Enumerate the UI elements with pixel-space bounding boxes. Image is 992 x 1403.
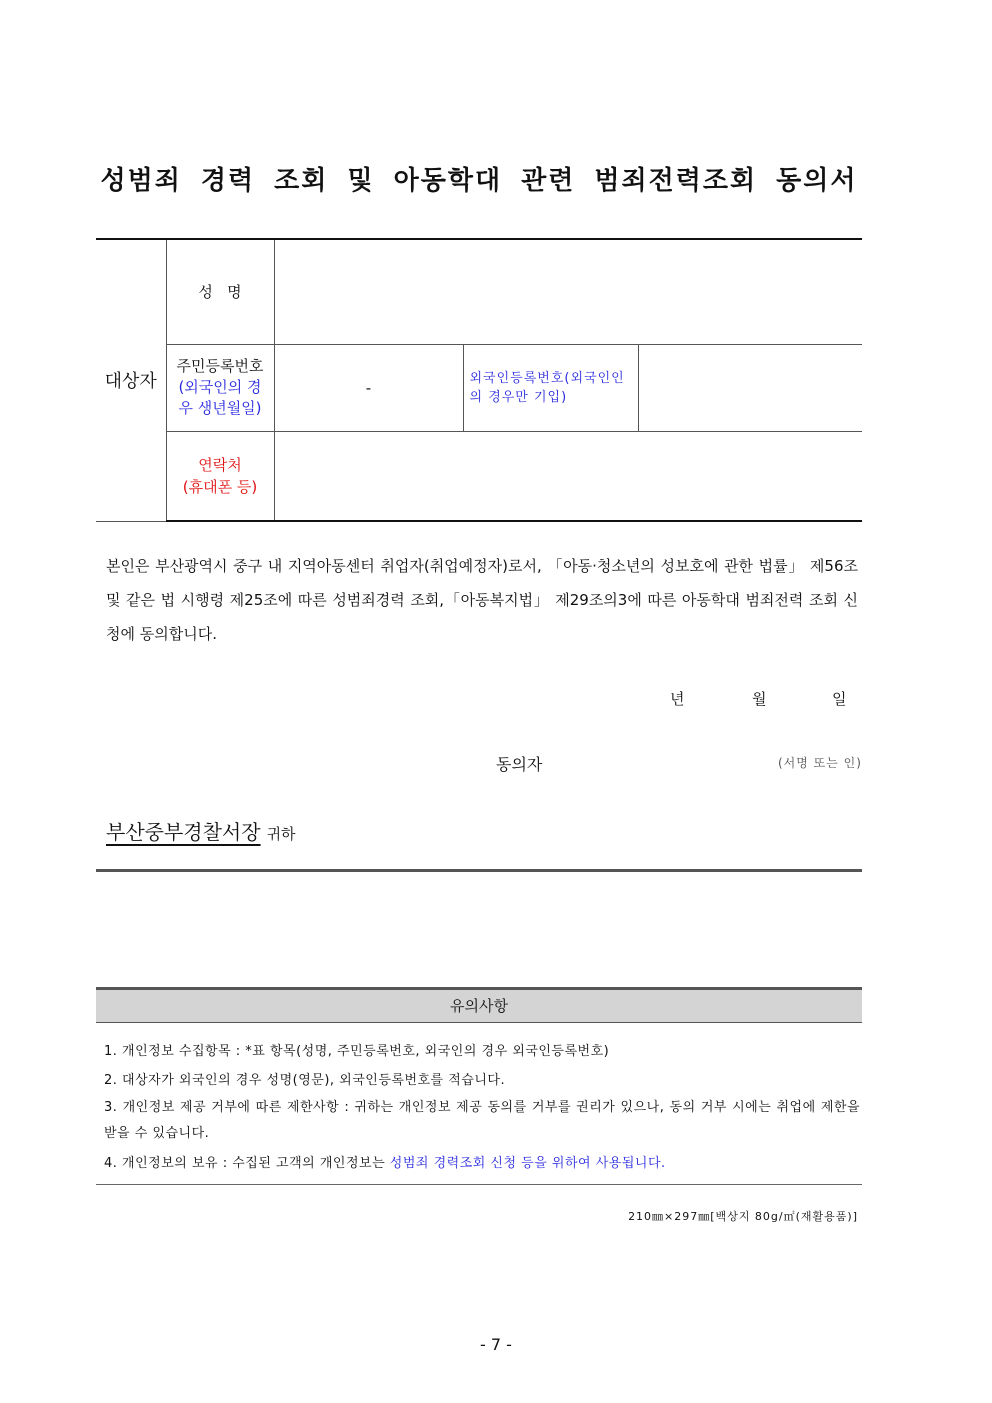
footer-divider <box>96 1184 862 1185</box>
subject-info-table <box>96 238 862 522</box>
contact-label-note: (휴대폰 등) <box>182 477 258 496</box>
rrn-label-text: 주민등록번호 <box>176 357 264 375</box>
recipient-honorific: 귀하 <box>266 825 296 843</box>
foreign-id-field[interactable] <box>638 344 862 431</box>
notice-item: 1. 개인정보 수집항목 : *표 항목(성명, 주민등록번호, 외국인의 경우 외국인등록번호) <box>104 1044 610 1059</box>
consent-statement: 본인은 부산광역시 중구 내 지역아동센터 취업자(취업예정자)로서, 「아동·청소년의 성보호에 관한 법률」 제56조 및 같은 법 시행령 제25조에 따른 성범죄경력 조회,「아동복지법」 제29조의3에 따른 아동학대 범죄전력 조회 신청에 동의합니다. <box>106 557 858 643</box>
consenter-label: 동의자 <box>496 755 543 774</box>
notice-item: 3. 개인정보 제공 거부에 따른 제한사항 : 귀하는 개인정보 제공 동의를 거부를 권리가 있으나, 동의 거부 시에는 취업에 제한을 받을 수 있습니다. <box>104 1100 860 1141</box>
section-divider <box>96 869 862 872</box>
rrn-field[interactable] <box>274 344 463 431</box>
contact-label-text: 연락처 <box>198 455 242 474</box>
date-day: 일 <box>832 690 847 708</box>
notice-item <box>104 1149 860 1178</box>
subject-label: 대상자 <box>96 239 166 521</box>
notice-item-4-highlight: 성범죄 경력조회 신청 등을 위하여 사용됩니다. <box>389 1156 666 1171</box>
paper-spec: 210㎜×297㎜[백상지 80g/㎡(재활용품)] <box>628 1210 858 1223</box>
notice-list <box>104 1037 860 1178</box>
contact-label <box>166 431 274 521</box>
recipient <box>106 816 296 845</box>
document-title: 성범죄 경력 조회 및 아동학대 관련 범죄전력조회 동의서 <box>100 166 858 196</box>
name-label: 성 명 <box>166 239 274 344</box>
name-field[interactable] <box>274 239 862 344</box>
notice-item: 2. 대상자가 외국인의 경우 성명(영문), 외국인등록번호를 적습니다. <box>104 1073 506 1088</box>
notice-heading: 유의사항 <box>96 987 862 1023</box>
foreign-id-label: 외국인등록번호(외국인인의 경우만 기입) <box>463 344 638 431</box>
recipient-name: 부산중부경찰서장 <box>106 820 261 844</box>
page-number: - 7 - <box>480 1335 512 1354</box>
signature-note: (서명 또는 인) <box>778 756 862 770</box>
rrn-label-note: (외국인의 경우 생년월일) <box>178 378 262 417</box>
notice-item-4-prefix: 4. 개인정보의 보유 : 수집된 고객의 개인정보는 <box>104 1156 390 1171</box>
rrn-label <box>166 344 274 431</box>
rrn-separator: - <box>365 378 372 397</box>
date-month: 월 <box>752 690 767 708</box>
contact-field[interactable] <box>274 431 862 521</box>
date-year: 년 <box>670 690 685 708</box>
